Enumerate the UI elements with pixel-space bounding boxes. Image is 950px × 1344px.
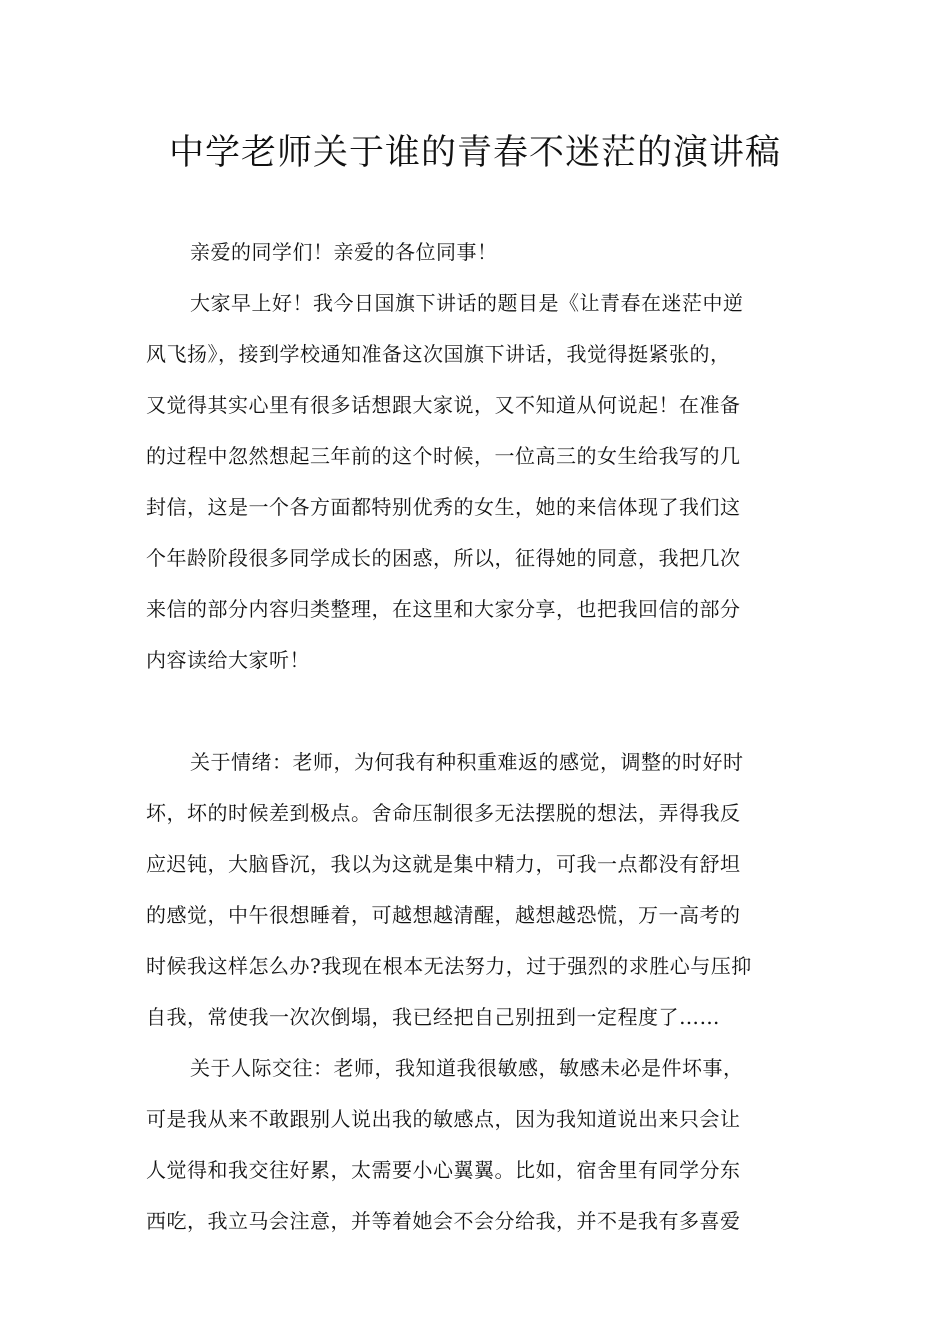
document-body <box>146 227 806 1247</box>
text-line: 可是我从来不敢跟别人说出我的敏感点，因为我知道说出来只会让 <box>146 1107 741 1131</box>
text-line: 坏，坏的时候差到极点。舍命压制很多无法摆脱的想法，弄得我反 <box>146 801 741 825</box>
page-title: 中学老师关于谁的青春不迷茫的演讲稿 <box>168 133 781 173</box>
text-line: 封信，这是一个各方面都特别优秀的女生，她的来信体现了我们这 <box>146 495 741 519</box>
text-line: 大家早上好！我今日国旗下讲话的题目是《让青春在迷茫中逆 <box>190 291 744 315</box>
text-line: 时候我这样怎么办?我现在根本无法努力，过于强烈的求胜心与压抑 <box>146 954 752 978</box>
text-line: 人觉得和我交往好累，太需要小心翼翼。比如，宿舍里有同学分东 <box>146 1158 741 1182</box>
text-line: 来信的部分内容归类整理，在这里和大家分享，也把我回信的部分 <box>146 597 741 621</box>
text-line: 西吃，我立马会注意，并等着她会不会分给我，并不是我有多喜爱 <box>146 1209 741 1233</box>
text-line: 的过程中忽然想起三年前的这个时候，一位高三的女生给我写的几 <box>146 444 741 468</box>
paragraph-intro <box>146 278 806 686</box>
paragraph-spacer <box>146 686 806 737</box>
text-line: 又觉得其实心里有很多话想跟大家说，又不知道从何说起！在准备 <box>146 393 741 417</box>
text-line: 关于人际交往：老师，我知道我很敏感，敏感未必是件坏事， <box>190 1056 744 1080</box>
text-line: 自我，常使我一次次倒塌，我已经把自己别扭到一定程度了…… <box>146 1005 720 1029</box>
paragraph-relationships <box>146 1043 806 1247</box>
text-line: 个年龄阶段很多同学成长的困惑，所以，征得她的同意，我把几次 <box>146 546 741 570</box>
text-line: 亲爱的同学们！亲爱的各位同事！ <box>190 240 498 264</box>
text-line: 的感觉，中午很想睡着，可越想越清醒，越想越恐慌，万一高考的 <box>146 903 741 927</box>
text-line: 应迟钝，大脑昏沉，我以为这就是集中精力，可我一点都没有舒坦 <box>146 852 741 876</box>
paragraph-greeting <box>146 227 806 278</box>
paragraph-emotions <box>146 737 806 1043</box>
text-line: 内容读给大家听！ <box>146 648 310 672</box>
text-line: 关于情绪：老师，为何我有种积重难返的感觉，调整的时好时 <box>190 750 744 774</box>
text-line: 风飞扬》，接到学校通知准备这次国旗下讲话，我觉得挺紧张的， <box>146 342 731 366</box>
